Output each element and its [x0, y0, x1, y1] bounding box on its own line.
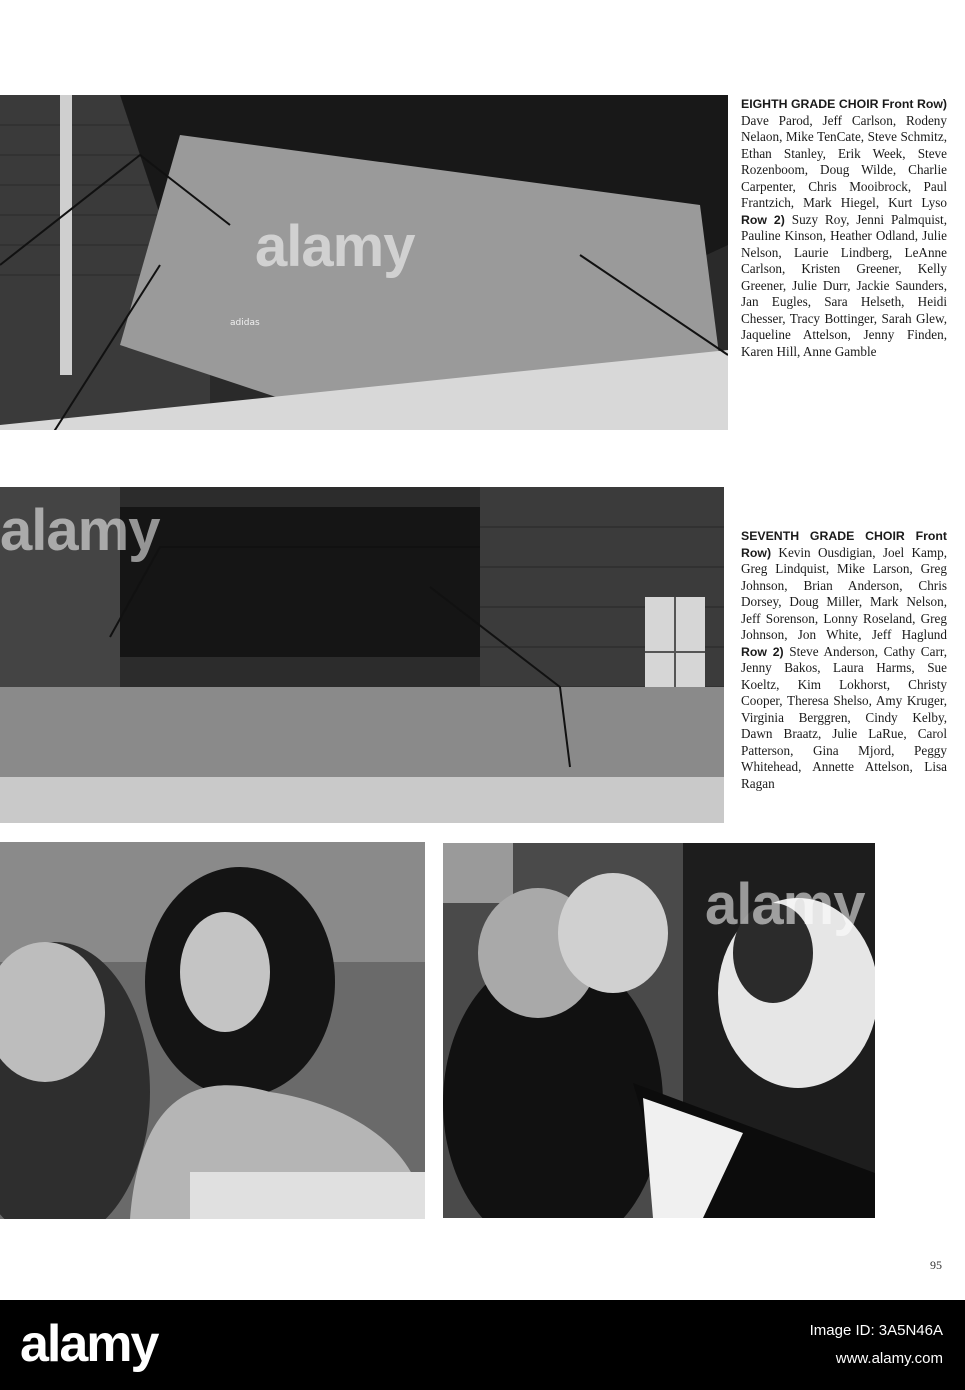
eighth-grade-front-row: Dave Parod, Jeff Carlson, Rodeny Nelaon, Mike TenCate, Steve Schmitz, Ethan Stanley, Erik Week, Steve Rozenboom, Doug Wilde, Charlie Carpenter, Chris Mooibrock, Paul Frantzich, Mark Hiegel, Kurt Lyso: [741, 112, 947, 210]
seventh-grade-row2-label: Row 2): [741, 644, 784, 659]
students-candid-photo-right: [443, 843, 875, 1218]
seventh-grade-caption: [741, 528, 947, 792]
alamy-logo: [20, 1314, 157, 1374]
watermark-text-2: alamy: [0, 498, 160, 563]
eighth-grade-heading: EIGHTH GRADE CHOIR Front Row): [741, 97, 947, 111]
seventh-grade-choir-photo: [0, 487, 724, 823]
eighth-grade-row2: Suzy Roy, Jenni Palmquist, Pauline Kinson, Heather Odland, Julie Nelson, Laurie Lindberg, LeAnne Carlson, Kristen Greener, Kelly Greener, Julie Durr, Jackie Saunders, Jan Eugles, Sara Helseth, Heidi Chesser, Tracy Bottinger, Sarah Glew, Jaqueline Attelson, Jenny Finden, Karen Hill, Anne Gamble: [741, 211, 947, 359]
adidas-shirt-text: adidas: [230, 318, 260, 328]
seventh-grade-row2: Steve Anderson, Cathy Carr, Jenny Bakos, Laura Harms, Sue Koeltz, Kim Lokhorst, Christy Cooper, Theresa Shelso, Amy Kruger, Virginia Berggren, Cindy Kelby, Dawn Braatz, Julie LaRue, Carol Patterson, Gina Mjord, Peggy Whitehead, Annette Attelson, Lisa Ragan: [741, 643, 948, 791]
page-number: 95: [930, 1258, 942, 1272]
students-candid-photo-left: [0, 842, 425, 1219]
stock-footer-bar: [0, 1300, 965, 1390]
eighth-grade-choir-photo: [0, 95, 728, 430]
seventh-grade-heading: SEVENTH GRADE CHOIR Front Row): [741, 529, 947, 560]
seventh-grade-front-row: Kevin Ousdigian, Joel Kamp, Greg Lindquist, Mike Larson, Greg Johnson, Brian Anderson, Chris Dorsey, Doug Miller, Mark Nelson, Jeff Sorenson, Lonny Roseland, Greg Johnson, Jon White, Jeff Haglund: [741, 544, 947, 642]
alamy-logo-text: alamy: [20, 1315, 158, 1373]
image-id-label: Image ID: 3A5N46A: [809, 1322, 943, 1339]
eighth-grade-caption: [741, 96, 947, 360]
eighth-grade-row2-label: Row 2): [741, 212, 785, 227]
watermark-text-3: alamy: [705, 872, 865, 937]
footer-url: www.alamy.com: [835, 1350, 943, 1367]
watermark-text: alamy: [255, 214, 415, 279]
